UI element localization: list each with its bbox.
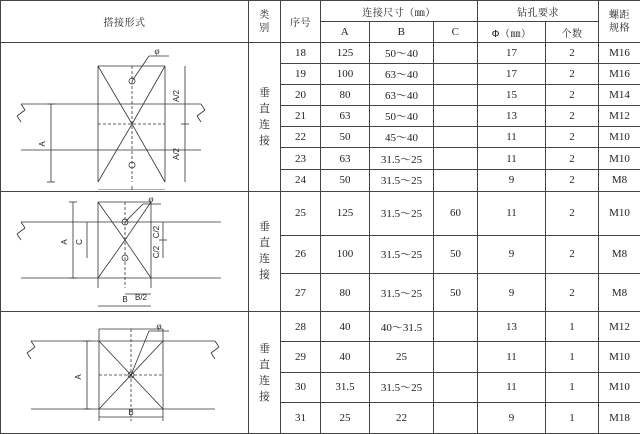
- diag-line: [132, 66, 165, 124]
- header-bolt-text: 螺距规格: [609, 9, 631, 34]
- diagram-line: [215, 341, 219, 347]
- cell-bolt: M8: [599, 235, 640, 273]
- cell-bolt: M10: [599, 148, 640, 169]
- table-row: [1, 43, 640, 64]
- label-b: B: [128, 408, 134, 418]
- cell-bolt: M8: [599, 274, 640, 312]
- diag-line: [132, 124, 165, 182]
- cell-a: 63: [321, 148, 370, 169]
- label-c2-bottom: C/2: [152, 246, 161, 259]
- phi-leader: [125, 204, 143, 222]
- diagram-line: [17, 234, 21, 240]
- label-c2-top: C/2: [152, 226, 161, 239]
- cell-b: 31.5～25: [370, 372, 434, 402]
- cell-count: 2: [546, 85, 599, 106]
- header-category: [249, 1, 281, 43]
- label-b: B: [122, 295, 128, 305]
- cell-count: 1: [546, 342, 599, 372]
- phi-leader: [131, 331, 149, 375]
- cell-c: [434, 402, 478, 433]
- cell-a: 40: [321, 312, 370, 342]
- cell-a: 100: [321, 64, 370, 85]
- cell-b: 31.5～25: [370, 169, 434, 191]
- cell-seq: 23: [281, 148, 321, 169]
- diagram-line: [27, 353, 31, 359]
- cell-a: 100: [321, 235, 370, 273]
- cell-c: [434, 169, 478, 191]
- cell-a: 40: [321, 342, 370, 372]
- category-label: 垂直连接: [259, 85, 270, 147]
- cell-c: [434, 43, 478, 64]
- cell-phi: 9: [478, 274, 546, 312]
- cell-b: 25: [370, 342, 434, 372]
- cell-count: 2: [546, 106, 599, 127]
- cell-b: 50～40: [370, 106, 434, 127]
- cell-seq: 24: [281, 169, 321, 191]
- diagram-line: [17, 228, 25, 234]
- label-b2: B/2: [134, 293, 148, 303]
- cell-phi: 13: [478, 312, 546, 342]
- cell-c: [434, 85, 478, 106]
- label-phi: φ: [148, 194, 154, 205]
- cell-count: 2: [546, 64, 599, 85]
- cell-bolt: M14: [599, 85, 640, 106]
- cell-a: 80: [321, 85, 370, 106]
- diag-line: [98, 124, 132, 182]
- cell-bolt: M10: [599, 342, 640, 372]
- cell-b: 45～40: [370, 127, 434, 148]
- label-b2-right: [143, 189, 156, 190]
- header-form: 搭接形式: [1, 1, 249, 43]
- cell-seq: 30: [281, 372, 321, 402]
- cell-count: 2: [546, 148, 599, 169]
- table-row: [1, 191, 640, 235]
- cell-seq: 21: [281, 106, 321, 127]
- diagram-line: [211, 353, 215, 359]
- diagram-line: [21, 222, 25, 228]
- diagram-cell: [1, 43, 249, 192]
- header-category-text: 类别: [259, 9, 270, 34]
- cell-phi: 9: [478, 235, 546, 273]
- diag-line: [125, 202, 151, 240]
- cell-c: [434, 312, 478, 342]
- label-a2-top: A/2: [172, 89, 181, 102]
- cell-a: 80: [321, 274, 370, 312]
- diag-line: [98, 66, 132, 124]
- diagram-line: [17, 110, 25, 116]
- cell-bolt: M12: [599, 106, 640, 127]
- cell-phi: 17: [478, 43, 546, 64]
- header-seq: 序号: [281, 1, 321, 43]
- cell-seq: 28: [281, 312, 321, 342]
- cell-count: 2: [546, 191, 599, 235]
- label-a2-bottom: A/2: [172, 147, 181, 160]
- header-col-b: B: [370, 22, 434, 43]
- cell-a: 125: [321, 191, 370, 235]
- cell-b: 22: [370, 402, 434, 433]
- cell-c: [434, 127, 478, 148]
- diagram-line: [201, 104, 205, 110]
- cell-count: 2: [546, 169, 599, 191]
- cell-a: 25: [321, 402, 370, 433]
- connection-diagram-1: [1, 44, 247, 190]
- diagram-cell: [1, 312, 249, 434]
- cell-count: 2: [546, 127, 599, 148]
- cell-bolt: M18: [599, 402, 640, 433]
- cell-a: 50: [321, 127, 370, 148]
- cell-phi: 11: [478, 148, 546, 169]
- cell-phi: 13: [478, 106, 546, 127]
- cell-bolt: M16: [599, 64, 640, 85]
- category-label: 垂直连接: [259, 341, 270, 403]
- cell-phi: 17: [478, 64, 546, 85]
- cell-b: 31.5～25: [370, 274, 434, 312]
- cell-seq: 22: [281, 127, 321, 148]
- diag-line: [98, 240, 125, 278]
- label-b2-left: [108, 189, 121, 190]
- header-hole: 钻孔要求: [478, 1, 599, 22]
- cell-count: 1: [546, 312, 599, 342]
- diag-line: [125, 240, 151, 278]
- category-cell: [249, 43, 281, 192]
- diagram-cell: [1, 191, 249, 312]
- header-size: 连接尺寸（㎜）: [321, 1, 478, 22]
- cell-bolt: M12: [599, 312, 640, 342]
- cell-b: 63～40: [370, 64, 434, 85]
- cell-a: 125: [321, 43, 370, 64]
- table-body: [1, 43, 640, 434]
- label-phi: φ: [156, 321, 162, 332]
- label-c: C: [75, 239, 84, 246]
- cell-c: [434, 64, 478, 85]
- diagram-line: [17, 116, 21, 122]
- connection-diagram-2: [1, 192, 247, 310]
- category-cell: [249, 191, 281, 312]
- table-row: [1, 312, 640, 342]
- diagram-line: [211, 347, 219, 353]
- cell-b: 31.5～25: [370, 148, 434, 169]
- cell-count: 2: [546, 43, 599, 64]
- cell-count: 1: [546, 372, 599, 402]
- cell-c: [434, 148, 478, 169]
- cell-count: 1: [546, 402, 599, 433]
- cell-c: 50: [434, 274, 478, 312]
- cell-bolt: M16: [599, 43, 640, 64]
- header-col-count: 个数: [546, 22, 599, 43]
- label-a: A: [60, 239, 69, 246]
- cell-b: 63～40: [370, 85, 434, 106]
- cell-c: 60: [434, 191, 478, 235]
- cell-bolt: M10: [599, 191, 640, 235]
- phi-leader: [132, 56, 149, 81]
- header-col-a: A: [321, 22, 370, 43]
- cell-count: 2: [546, 274, 599, 312]
- diag-line: [98, 202, 125, 240]
- cell-a: 63: [321, 106, 370, 127]
- cell-bolt: M10: [599, 372, 640, 402]
- category-cell: [249, 312, 281, 434]
- diagram-line: [31, 341, 35, 347]
- diagram-line: [27, 347, 35, 353]
- cell-phi: 9: [478, 169, 546, 191]
- cell-seq: 31: [281, 402, 321, 433]
- cell-a: 31.5: [321, 372, 370, 402]
- cell-b: 31.5～25: [370, 191, 434, 235]
- label-a: A: [74, 374, 83, 380]
- diagram-line: [197, 110, 205, 116]
- cell-phi: 9: [478, 402, 546, 433]
- diagram-line: [197, 116, 201, 122]
- cell-c: 50: [434, 235, 478, 273]
- header-col-c: C: [434, 22, 478, 43]
- cell-b: 40～31.5: [370, 312, 434, 342]
- cell-count: 2: [546, 235, 599, 273]
- cell-seq: 27: [281, 274, 321, 312]
- cell-b: 31.5～25: [370, 235, 434, 273]
- category-label: 垂直连接: [259, 220, 270, 282]
- cell-seq: 25: [281, 191, 321, 235]
- header-col-phi: Φ（㎜）: [478, 22, 546, 43]
- cell-a: 50: [321, 169, 370, 191]
- cell-phi: 11: [478, 342, 546, 372]
- cell-phi: 11: [478, 372, 546, 402]
- cell-seq: 29: [281, 342, 321, 372]
- cell-b: 50～40: [370, 43, 434, 64]
- cell-phi: 11: [478, 191, 546, 235]
- cell-c: [434, 372, 478, 402]
- cell-bolt: M10: [599, 127, 640, 148]
- label-a: A: [38, 141, 47, 147]
- cell-phi: 11: [478, 127, 546, 148]
- header-bolt: [599, 1, 640, 43]
- cell-c: [434, 106, 478, 127]
- cell-bolt: M8: [599, 169, 640, 191]
- cell-c: [434, 342, 478, 372]
- cell-seq: 18: [281, 43, 321, 64]
- cell-seq: 26: [281, 235, 321, 273]
- cell-seq: 19: [281, 64, 321, 85]
- cell-phi: 15: [478, 85, 546, 106]
- connection-diagram-3: [1, 313, 247, 432]
- cell-seq: 20: [281, 85, 321, 106]
- diagram-line: [21, 104, 25, 110]
- label-phi: φ: [154, 45, 160, 56]
